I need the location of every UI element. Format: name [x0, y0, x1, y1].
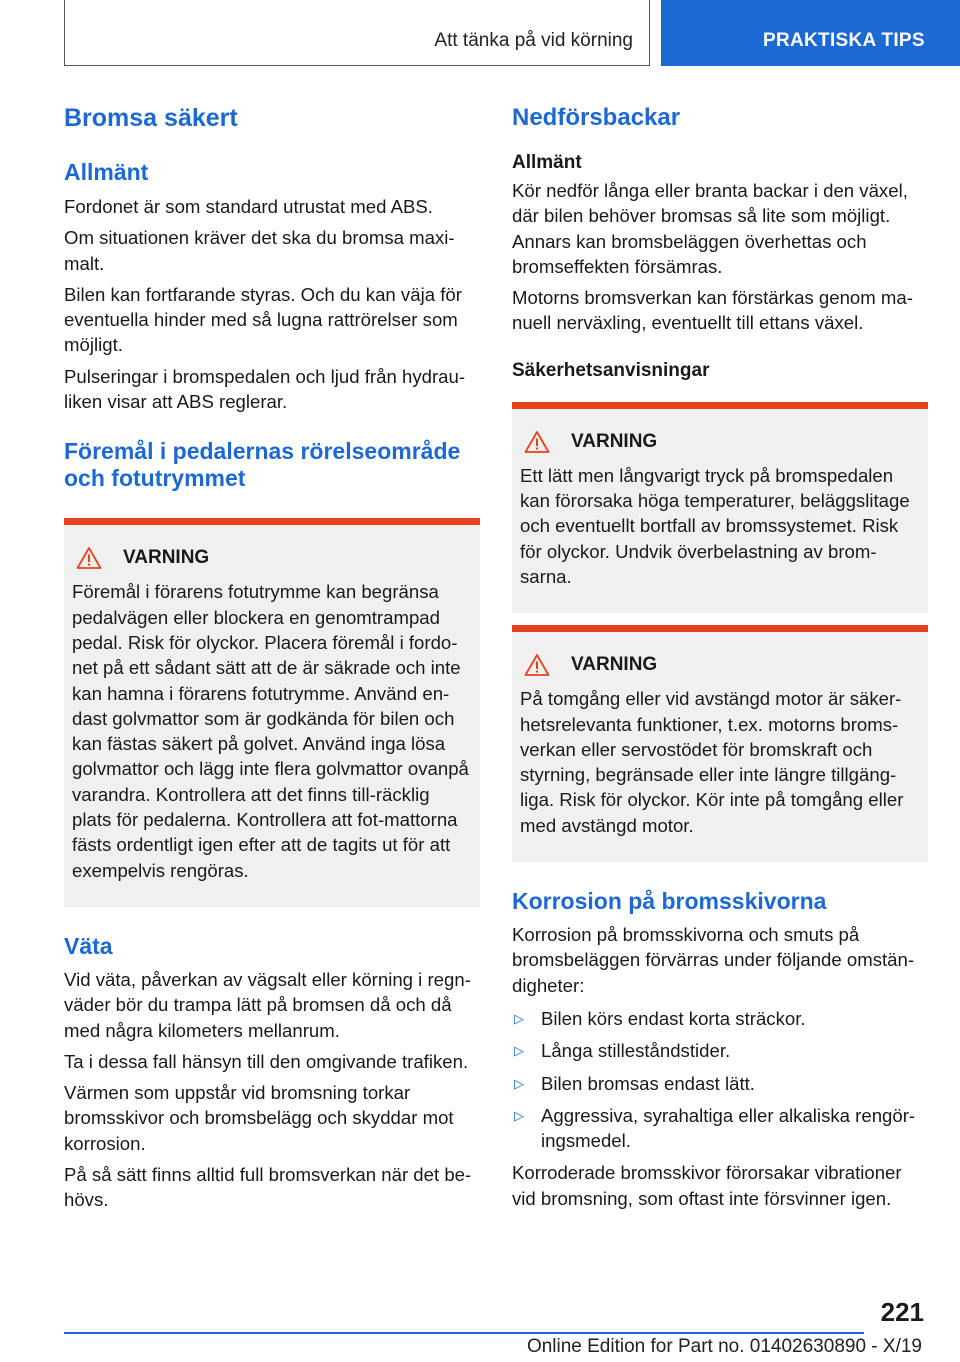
paragraph: Värmen som uppstår vid bromsning torkar bromsskivor och bromsbelägg och skyddar mot korrosion.	[64, 1082, 454, 1154]
warning-label: VARNING	[571, 654, 658, 676]
warning-title	[72, 545, 472, 571]
triangle-right-icon: ▷	[514, 1107, 524, 1123]
list-item	[512, 1071, 928, 1096]
triangle-right-icon: ▷	[514, 1043, 524, 1059]
triangle-right-icon: ▷	[514, 1075, 524, 1091]
list-item-text: Långa stilleståndstider.	[541, 1040, 731, 1062]
footer-edition: Online Edition for Part no. 01402630890 - X/19	[526, 1336, 922, 1357]
header-section-box	[64, 0, 650, 66]
paragraph: Fordonet är som standard utrustat med ABS.	[64, 196, 433, 217]
footer-divider	[64, 1332, 864, 1334]
header-chapter-title: PRAKTISKA TIPS	[763, 30, 925, 51]
heading-general: Allmänt	[64, 159, 149, 185]
list-item	[512, 1006, 928, 1031]
list-item-text: Bilen körs endast korta sträckor.	[541, 1007, 806, 1029]
header-section-title: Att tänka på vid körning	[434, 30, 633, 51]
warning-title	[520, 652, 920, 678]
paragraph: Pulseringar i bromspedalen och ljud från hydrau-liken visar att ABS reglerar.	[64, 365, 466, 413]
paragraph: Ta i dessa fall hänsyn till den omgivande trafiken.	[64, 1050, 469, 1072]
paragraph: Motorns bromsverkan kan förstärkas genom ma-nuell nerväxling, eventuellt till ettans växel.	[512, 287, 913, 334]
list-item-text: Bilen bromsas endast lätt.	[541, 1072, 755, 1094]
warning-text: På tomgång eller vid avstängd motor är säker-hetsrelevanta funktioner, t.ex. motorns broms-verkan eller servostödet för bromskraft och styrning, begränsade eller inte längre tillgäng-liga. Risk för olyckor. Kör inte på tomgång eller med avstängd motor.	[520, 688, 904, 836]
paragraph: Korrosion på bromsskivorna och smuts på bromsbeläggen förvärras under följande omstän-digheter:	[512, 924, 915, 996]
warning-box	[512, 625, 928, 862]
warning-text: Föremål i förarens fotutrymme kan begränsa pedalvägen eller blockera en genomtrampad pedal. Risk för olyckor. Placera föremål i fordo-net på ett sådant sätt att de är säkrade och inte kan hamna i förarens fotutrymme. Använd en-dast golvmattor som är godkända för bilen och kan fästas säkert på golvet. Använd inga lösa golvmattor och lägg inte flera golvmattor ovanpå varandra. Kontrollera att det finns till-räcklig plats för pedalerna. Kontrollera att fot-mattorna fästs ordentligt igen efter att de tagits ut för att exempelvis rengöras.	[72, 581, 469, 881]
heading-corrosion: Korrosion på bromsskivorna	[512, 888, 827, 915]
warning-box	[512, 402, 928, 613]
paragraph: Kör nedför långa eller branta backar i den växel, där bilen behöver bromsas så lite som möjligt. Annars kan bromsbeläggen överhettas och bromseffekten försämras.	[512, 180, 908, 277]
corrosion-list	[512, 1006, 928, 1153]
warning-box	[64, 518, 480, 907]
warning-text: Ett lätt men långvarigt tryck på bromspedalen kan förorsaka höga temperaturer, beläggslitage och eventuellt bortfall av bromssystemet. Risk för olyckor. Undvik överbelastning av brom-sarna.	[520, 464, 910, 587]
list-item	[512, 1038, 928, 1063]
right-column	[512, 100, 928, 1211]
paragraph: Bilen kan fortfarande styras. Och du kan väja för eventuella hinder med så lugna rattrörelser som möjligt.	[64, 283, 462, 356]
heading-wet: Väta	[64, 932, 113, 959]
page-number: 221	[880, 1297, 924, 1327]
list-item	[512, 1103, 928, 1154]
list-item-text: Aggressiva, syrahaltiga eller alkaliska rengör-ingsmedel.	[541, 1104, 916, 1152]
paragraph: På så sätt finns alltid full bromsverkan när det be-hövs.	[64, 1164, 472, 1211]
subheading-safety: Säkerhetsanvisningar	[512, 359, 710, 381]
subheading-general: Allmänt	[512, 152, 582, 173]
warning-label: VARNING	[571, 430, 658, 452]
paragraph: Korroderade bromsskivor förorsakar vibrationer vid bromsning, som oftast inte försvinner igen.	[512, 1162, 902, 1209]
warning-triangle-icon	[524, 653, 550, 677]
header-chapter-tab	[661, 0, 960, 66]
section-title-brake-safely: Bromsa säkert	[64, 104, 238, 132]
heading-downhill: Nedförsbackar	[512, 104, 681, 131]
warning-triangle-icon	[76, 546, 102, 570]
warning-title	[520, 429, 920, 455]
warning-triangle-icon	[524, 430, 550, 454]
left-column	[64, 100, 480, 1213]
heading-objects-footwell: Föremål i pedalernas rörelseområde och fotutrymmet	[64, 438, 461, 492]
warning-label: VARNING	[123, 547, 210, 569]
triangle-right-icon: ▷	[514, 1010, 524, 1026]
paragraph: Vid väta, påverkan av vägsalt eller körning i regn-väder bör du trampa lätt på bromsen då och då med några kilometers mellanrum.	[64, 968, 471, 1041]
paragraph: Om situationen kräver det ska du bromsa maxi-malt.	[64, 227, 455, 274]
